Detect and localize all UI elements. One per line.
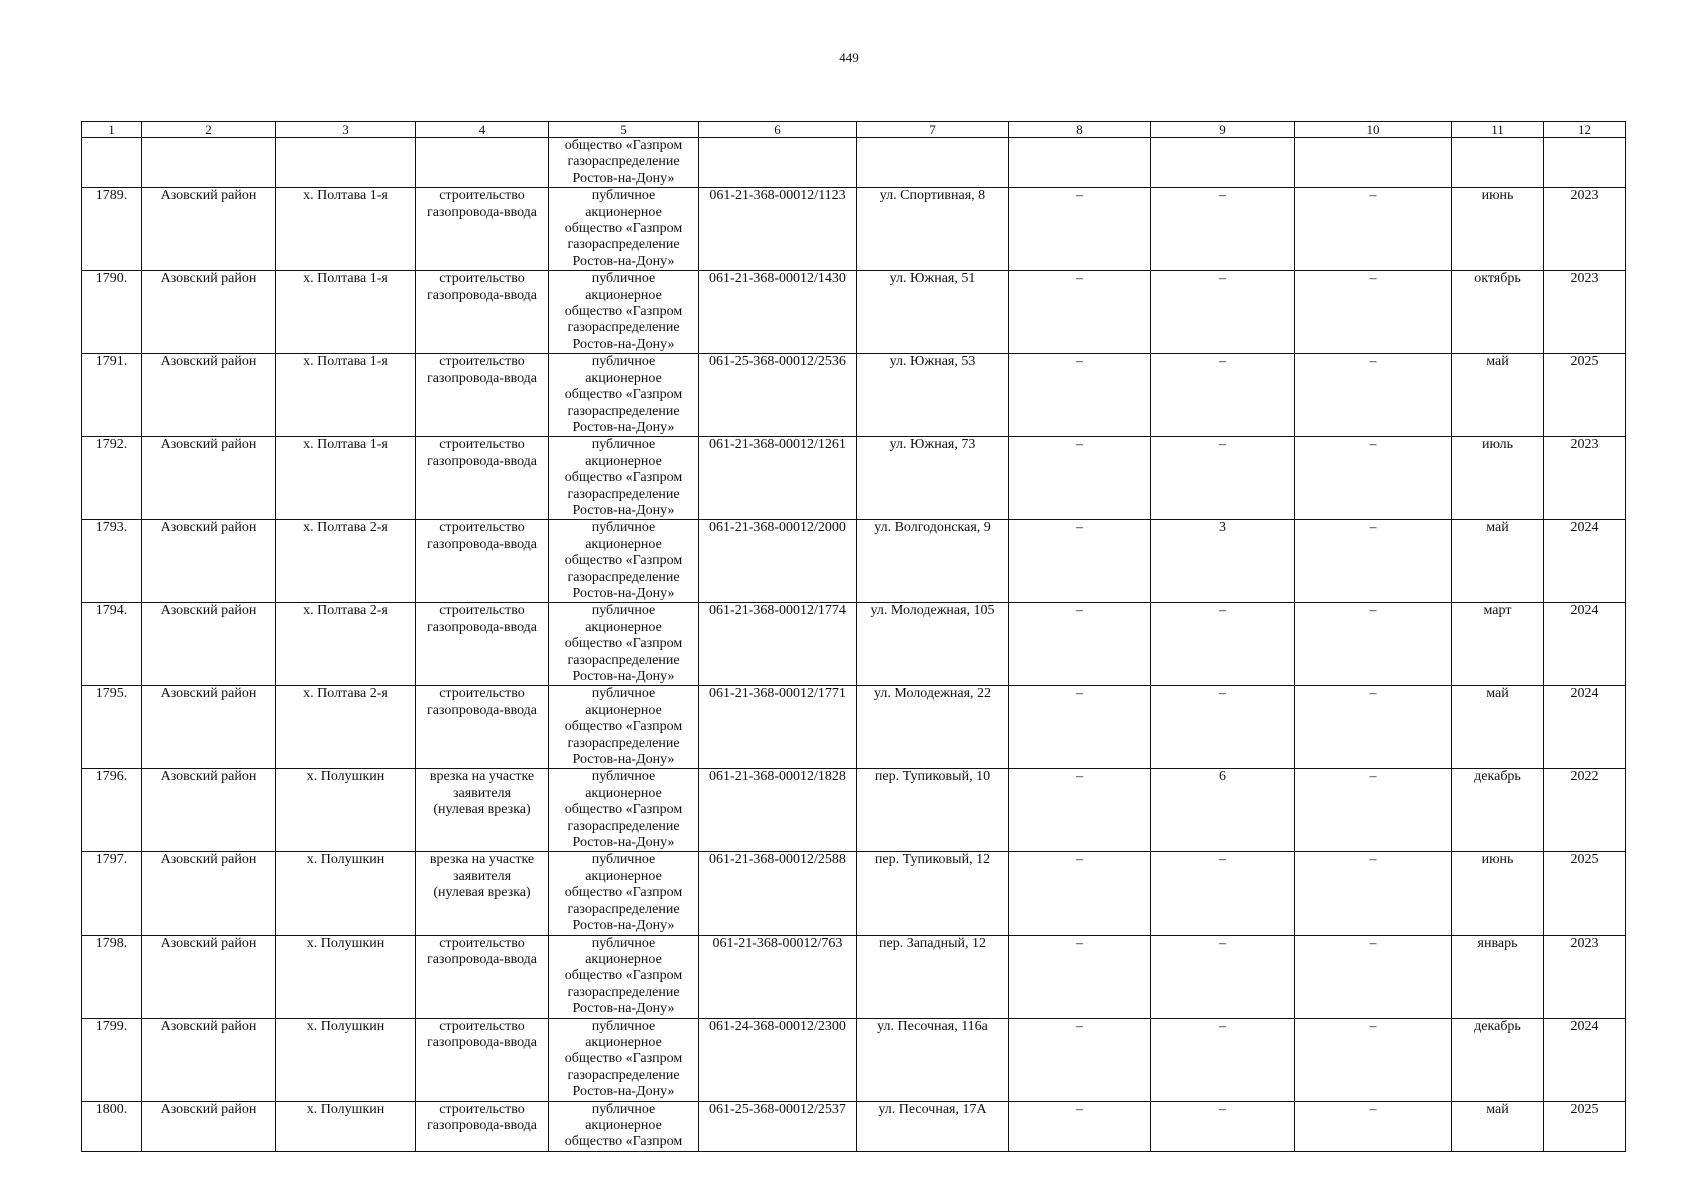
cell-col-11: май bbox=[1452, 686, 1544, 769]
cell-col-12: 2025 bbox=[1544, 1101, 1626, 1151]
cell-col-3: х. Полтава 1-я bbox=[276, 437, 416, 520]
table-row bbox=[82, 852, 1626, 935]
table-body bbox=[82, 138, 1626, 1152]
table-row bbox=[82, 686, 1626, 769]
cell-col-6: 061-21-368-00012/1123 bbox=[699, 188, 857, 271]
cell-col-2: Азовский район bbox=[142, 271, 276, 354]
cell-col-2: Азовский район bbox=[142, 603, 276, 686]
table-row bbox=[82, 935, 1626, 1018]
cell-col-4: строительство газопровода-ввода bbox=[416, 935, 549, 1018]
cell-col-3: х. Полушкин bbox=[276, 1018, 416, 1101]
cell-col-12: 2024 bbox=[1544, 520, 1626, 603]
column-header-7: 7 bbox=[857, 122, 1009, 138]
cell-col-7: ул. Молодежная, 105 bbox=[857, 603, 1009, 686]
cell-col-11: май bbox=[1452, 520, 1544, 603]
cell-col-1: 1795. bbox=[82, 686, 142, 769]
cell-col-12: 2024 bbox=[1544, 1018, 1626, 1101]
cell-col-2: Азовский район bbox=[142, 852, 276, 935]
cell-col-8: – bbox=[1009, 769, 1151, 852]
cell-col-9: 3 bbox=[1151, 520, 1295, 603]
cell-col-1: 1797. bbox=[82, 852, 142, 935]
cell-col-9: – bbox=[1151, 1101, 1295, 1151]
cell-col-11: июнь bbox=[1452, 188, 1544, 271]
cell-col-6: 061-25-368-00012/2536 bbox=[699, 354, 857, 437]
page-number: 449 bbox=[839, 50, 859, 65]
cell-col-10: – bbox=[1295, 271, 1452, 354]
cell-col-5: публичное акционерное общество «Газпром газораспределение Ростов-на-Дону» bbox=[549, 852, 699, 935]
cell-col-4: строительство газопровода-ввода bbox=[416, 271, 549, 354]
cell-col-6: 061-25-368-00012/2537 bbox=[699, 1101, 857, 1151]
cell-col-4: строительство газопровода-ввода bbox=[416, 1018, 549, 1101]
cell-col-7: ул. Волгодонская, 9 bbox=[857, 520, 1009, 603]
cell-col-3 bbox=[276, 138, 416, 188]
cell-col-6: 061-21-368-00012/2588 bbox=[699, 852, 857, 935]
cell-col-1: 1794. bbox=[82, 603, 142, 686]
table-row bbox=[82, 603, 1626, 686]
cell-col-5: публичное акционерное общество «Газпром газораспределение Ростов-на-Дону» bbox=[549, 1018, 699, 1101]
cell-col-12 bbox=[1544, 138, 1626, 188]
cell-col-10: – bbox=[1295, 1101, 1452, 1151]
cell-col-9: – bbox=[1151, 852, 1295, 935]
cell-col-6: 061-21-368-00012/1771 bbox=[699, 686, 857, 769]
cell-col-8: – bbox=[1009, 271, 1151, 354]
cell-col-6: 061-24-368-00012/2300 bbox=[699, 1018, 857, 1101]
cell-col-5: публичное акционерное общество «Газпром газораспределение Ростов-на-Дону» bbox=[549, 188, 699, 271]
cell-col-1: 1790. bbox=[82, 271, 142, 354]
table-row-last bbox=[82, 1101, 1626, 1151]
cell-col-12: 2023 bbox=[1544, 188, 1626, 271]
cell-col-11: январь bbox=[1452, 935, 1544, 1018]
column-number-row bbox=[82, 122, 1626, 138]
table-row bbox=[82, 271, 1626, 354]
cell-col-4: строительство газопровода-ввода bbox=[416, 437, 549, 520]
cell-col-9: – bbox=[1151, 188, 1295, 271]
cell-col-7: ул. Песочная, 17А bbox=[857, 1101, 1009, 1151]
cell-col-10: – bbox=[1295, 437, 1452, 520]
cell-col-1: 1793. bbox=[82, 520, 142, 603]
cell-col-7: ул. Спортивная, 8 bbox=[857, 188, 1009, 271]
table-row bbox=[82, 769, 1626, 852]
cell-col-5: публичное акционерное общество «Газпром газораспределение Ростов-на-Дону» bbox=[549, 603, 699, 686]
column-header-3: 3 bbox=[276, 122, 416, 138]
cell-col-1: 1796. bbox=[82, 769, 142, 852]
cell-col-11: май bbox=[1452, 354, 1544, 437]
cell-col-5: публичное акционерное общество «Газпром газораспределение Ростов-на-Дону» bbox=[549, 271, 699, 354]
cell-col-11: октябрь bbox=[1452, 271, 1544, 354]
cell-col-7: пер. Тупиковый, 12 bbox=[857, 852, 1009, 935]
table-row bbox=[82, 437, 1626, 520]
column-header-12: 12 bbox=[1544, 122, 1626, 138]
cell-col-9: – bbox=[1151, 354, 1295, 437]
table-row bbox=[82, 1018, 1626, 1101]
cell-col-9: – bbox=[1151, 437, 1295, 520]
column-header-8: 8 bbox=[1009, 122, 1151, 138]
table-row-continuation bbox=[82, 138, 1626, 188]
cell-col-5: публичное акционерное общество «Газпром bbox=[549, 1101, 699, 1151]
cell-col-1: 1792. bbox=[82, 437, 142, 520]
column-header-1: 1 bbox=[82, 122, 142, 138]
cell-col-9 bbox=[1151, 138, 1295, 188]
cell-col-3: х. Полтава 1-я bbox=[276, 188, 416, 271]
cell-col-2: Азовский район bbox=[142, 1018, 276, 1101]
table-row bbox=[82, 188, 1626, 271]
cell-col-10: – bbox=[1295, 354, 1452, 437]
cell-col-6: 061-21-368-00012/763 bbox=[699, 935, 857, 1018]
cell-col-8 bbox=[1009, 138, 1151, 188]
cell-col-1: 1791. bbox=[82, 354, 142, 437]
cell-col-5: общество «Газпром газораспределение Ростов-на-Дону» bbox=[549, 138, 699, 188]
cell-col-5: публичное акционерное общество «Газпром газораспределение Ростов-на-Дону» bbox=[549, 686, 699, 769]
cell-col-3: х. Полтава 1-я bbox=[276, 354, 416, 437]
cell-col-3: х. Полтава 2-я bbox=[276, 686, 416, 769]
cell-col-4: строительство газопровода-ввода bbox=[416, 188, 549, 271]
cell-col-4: строительство газопровода-ввода bbox=[416, 354, 549, 437]
cell-col-1: 1798. bbox=[82, 935, 142, 1018]
cell-col-12: 2023 bbox=[1544, 271, 1626, 354]
table-row bbox=[82, 354, 1626, 437]
cell-col-1: 1799. bbox=[82, 1018, 142, 1101]
cell-col-2: Азовский район bbox=[142, 188, 276, 271]
cell-col-11: май bbox=[1452, 1101, 1544, 1151]
cell-col-2: Азовский район bbox=[142, 437, 276, 520]
cell-col-6: 061-21-368-00012/1774 bbox=[699, 603, 857, 686]
column-header-4: 4 bbox=[416, 122, 549, 138]
cell-col-8: – bbox=[1009, 354, 1151, 437]
cell-col-9: – bbox=[1151, 935, 1295, 1018]
cell-col-6 bbox=[699, 138, 857, 188]
cell-col-4 bbox=[416, 138, 549, 188]
column-header-6: 6 bbox=[699, 122, 857, 138]
cell-col-5: публичное акционерное общество «Газпром газораспределение Ростов-на-Дону» bbox=[549, 437, 699, 520]
cell-col-5: публичное акционерное общество «Газпром газораспределение Ростов-на-Дону» bbox=[549, 935, 699, 1018]
cell-col-4: врезка на участке заявителя (нулевая врезка) bbox=[416, 769, 549, 852]
cell-col-11: июль bbox=[1452, 437, 1544, 520]
cell-col-3: х. Полтава 2-я bbox=[276, 520, 416, 603]
cell-col-1: 1800. bbox=[82, 1101, 142, 1151]
cell-col-6: 061-21-368-00012/2000 bbox=[699, 520, 857, 603]
cell-col-8: – bbox=[1009, 852, 1151, 935]
column-header-11: 11 bbox=[1452, 122, 1544, 138]
cell-col-8: – bbox=[1009, 686, 1151, 769]
cell-col-2: Азовский район bbox=[142, 354, 276, 437]
cell-col-9: – bbox=[1151, 271, 1295, 354]
cell-col-2: Азовский район bbox=[142, 935, 276, 1018]
cell-col-12: 2022 bbox=[1544, 769, 1626, 852]
cell-col-11: июнь bbox=[1452, 852, 1544, 935]
cell-col-2: Азовский район bbox=[142, 520, 276, 603]
cell-col-12: 2024 bbox=[1544, 686, 1626, 769]
column-header-2: 2 bbox=[142, 122, 276, 138]
cell-col-8: – bbox=[1009, 1101, 1151, 1151]
cell-col-3: х. Полушкин bbox=[276, 769, 416, 852]
cell-col-7: пер. Западный, 12 bbox=[857, 935, 1009, 1018]
cell-col-3: х. Полушкин bbox=[276, 935, 416, 1018]
cell-col-10: – bbox=[1295, 188, 1452, 271]
cell-col-10: – bbox=[1295, 520, 1452, 603]
cell-col-7: ул. Южная, 73 bbox=[857, 437, 1009, 520]
cell-col-5: публичное акционерное общество «Газпром газораспределение Ростов-на-Дону» bbox=[549, 520, 699, 603]
cell-col-7: ул. Южная, 51 bbox=[857, 271, 1009, 354]
column-header-10: 10 bbox=[1295, 122, 1452, 138]
cell-col-1: 1789. bbox=[82, 188, 142, 271]
cell-col-4: врезка на участке заявителя (нулевая врезка) bbox=[416, 852, 549, 935]
cell-col-8: – bbox=[1009, 1018, 1151, 1101]
cell-col-11: март bbox=[1452, 603, 1544, 686]
cell-col-4: строительство газопровода-ввода bbox=[416, 520, 549, 603]
cell-col-11: декабрь bbox=[1452, 769, 1544, 852]
cell-col-1 bbox=[82, 138, 142, 188]
cell-col-10: – bbox=[1295, 769, 1452, 852]
cell-col-12: 2025 bbox=[1544, 852, 1626, 935]
table-header bbox=[82, 122, 1626, 138]
cell-col-10: – bbox=[1295, 852, 1452, 935]
cell-col-4: строительство газопровода-ввода bbox=[416, 603, 549, 686]
cell-col-3: х. Полтава 1-я bbox=[276, 271, 416, 354]
cell-col-7 bbox=[857, 138, 1009, 188]
cell-col-2: Азовский район bbox=[142, 686, 276, 769]
cell-col-2: Азовский район bbox=[142, 769, 276, 852]
cell-col-3: х. Полтава 2-я bbox=[276, 603, 416, 686]
cell-col-10: – bbox=[1295, 603, 1452, 686]
cell-col-5: публичное акционерное общество «Газпром газораспределение Ростов-на-Дону» bbox=[549, 769, 699, 852]
cell-col-9: – bbox=[1151, 686, 1295, 769]
cell-col-11: декабрь bbox=[1452, 1018, 1544, 1101]
registry-table bbox=[81, 121, 1626, 1152]
cell-col-2: Азовский район bbox=[142, 1101, 276, 1151]
cell-col-4: строительство газопровода-ввода bbox=[416, 1101, 549, 1151]
cell-col-2 bbox=[142, 138, 276, 188]
cell-col-12: 2023 bbox=[1544, 935, 1626, 1018]
column-header-9: 9 bbox=[1151, 122, 1295, 138]
cell-col-11 bbox=[1452, 138, 1544, 188]
cell-col-6: 061-21-368-00012/1430 bbox=[699, 271, 857, 354]
cell-col-9: – bbox=[1151, 603, 1295, 686]
table-row bbox=[82, 520, 1626, 603]
cell-col-5: публичное акционерное общество «Газпром газораспределение Ростов-на-Дону» bbox=[549, 354, 699, 437]
cell-col-8: – bbox=[1009, 188, 1151, 271]
cell-col-8: – bbox=[1009, 603, 1151, 686]
cell-col-9: – bbox=[1151, 1018, 1295, 1101]
cell-col-7: ул. Песочная, 116а bbox=[857, 1018, 1009, 1101]
cell-col-6: 061-21-368-00012/1828 bbox=[699, 769, 857, 852]
cell-col-10: – bbox=[1295, 935, 1452, 1018]
cell-col-10: – bbox=[1295, 1018, 1452, 1101]
cell-col-6: 061-21-368-00012/1261 bbox=[699, 437, 857, 520]
cell-col-4: строительство газопровода-ввода bbox=[416, 686, 549, 769]
cell-col-12: 2023 bbox=[1544, 437, 1626, 520]
cell-col-7: пер. Тупиковый, 10 bbox=[857, 769, 1009, 852]
cell-col-12: 2025 bbox=[1544, 354, 1626, 437]
cell-col-8: – bbox=[1009, 520, 1151, 603]
column-header-5: 5 bbox=[549, 122, 699, 138]
cell-col-3: х. Полушкин bbox=[276, 852, 416, 935]
cell-col-7: ул. Южная, 53 bbox=[857, 354, 1009, 437]
cell-col-10: – bbox=[1295, 686, 1452, 769]
cell-col-10 bbox=[1295, 138, 1452, 188]
cell-col-9: 6 bbox=[1151, 769, 1295, 852]
cell-col-12: 2024 bbox=[1544, 603, 1626, 686]
cell-col-8: – bbox=[1009, 935, 1151, 1018]
cell-col-8: – bbox=[1009, 437, 1151, 520]
cell-col-7: ул. Молодежная, 22 bbox=[857, 686, 1009, 769]
cell-col-3: х. Полушкин bbox=[276, 1101, 416, 1151]
